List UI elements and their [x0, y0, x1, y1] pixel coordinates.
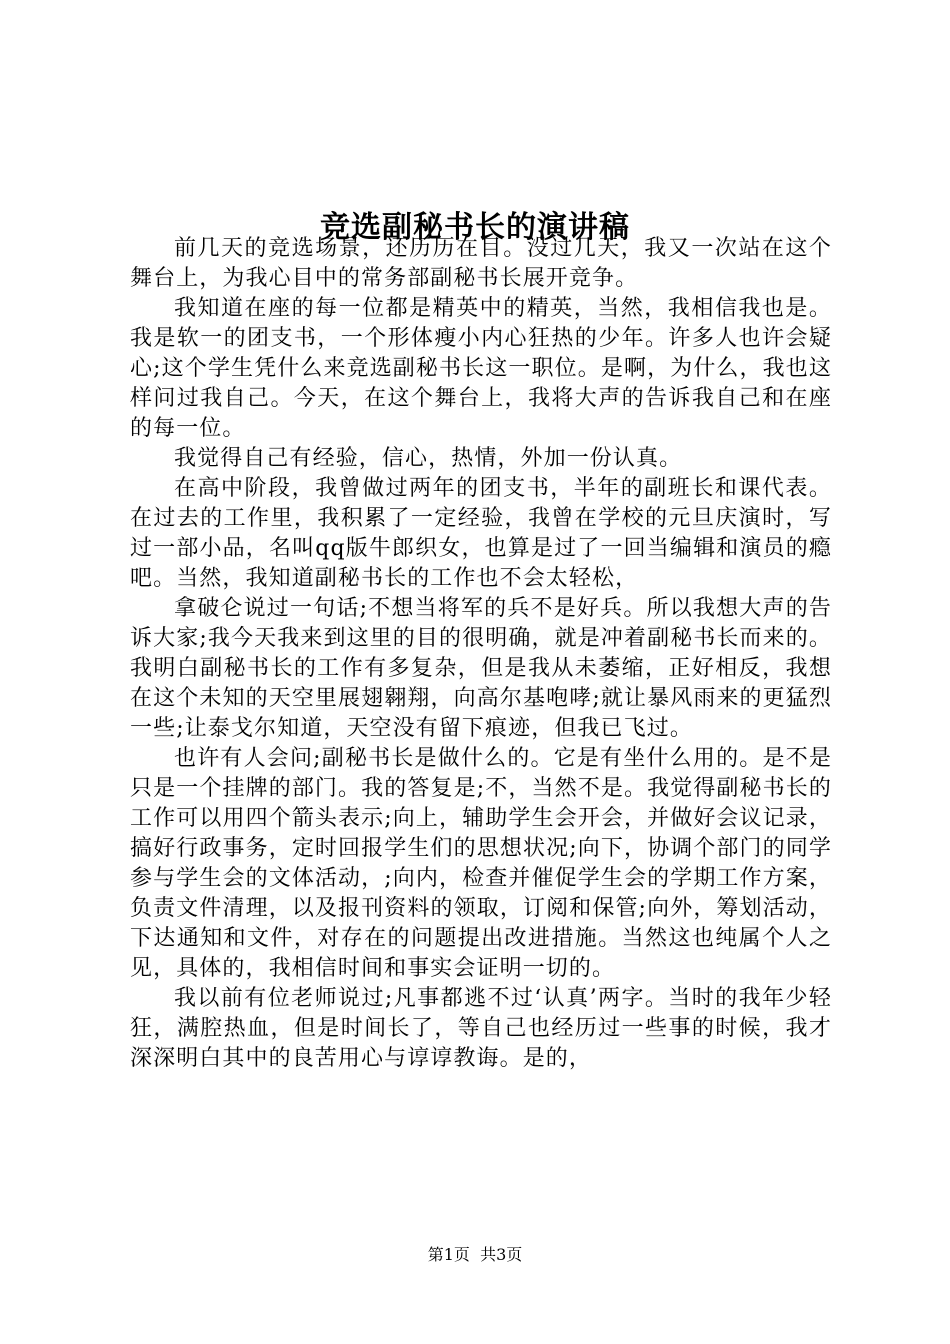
- paragraph: 我知道在座的每一位都是精英中的精英，当然，我相信我也是。我是软一的团支书，一个形体瘦小内心狂热的少年。许多人也许会疑心;这个学生凭什么来竞选副秘书长这一职位。是啊，为什么，我也这样问过我自己。今天，在这个舞台上，我将大声的告诉我自己和在座的每一位。: [130, 296, 832, 441]
- paragraph: 前几天的竞选场景，还历历在目。没过几天，我又一次站在这个舞台上，为我心目中的常务部副秘书长展开竞争。: [130, 236, 832, 291]
- page-number-label: 第1页 共3页: [427, 1245, 523, 1264]
- paragraph: 在高中阶段，我曾做过两年的团支书，半年的副班长和课代表。在过去的工作里，我积累了一定经验，我曾在学校的元旦庆演时，写过一部小品，名叫qq版牛郎织女，也算是过了一回当编辑和演员的瘾吧。当然，我知道副秘书长的工作也不会太轻松，: [130, 476, 832, 591]
- document-title: 竞选副秘书长的演讲稿: [320, 210, 630, 246]
- paragraph: 也许有人会问;副秘书长是做什么的。它是有坐什么用的。是不是只是一个挂牌的部门。我的答复是;不，当然不是。我觉得副秘书长的工作可以用四个箭头表示;向上，辅助学生会开会，并做好会议记录，搞好行政事务，定时回报学生们的思想状况;向下，协调个部门的同学参与学生会的文体活动，;向内，检查并催促学生会的学期工作方案，负责文件清理，以及报刊资料的领取，订阅和保管;向外，筹划活动，下达通知和文件，对存在的问题提出改进措施。当然这也纯属个人之见，具体的，我相信时间和事实会证明一切的。: [130, 746, 832, 981]
- paragraph: 我以前有位老师说过;凡事都逃不过‘认真’两字。当时的我年少轻狂，满腔热血，但是时间长了，等自己也经历过一些事的时候，我才深深明白其中的良苦用心与谆谆教诲。是的，: [130, 986, 832, 1071]
- paragraph: 我觉得自己有经验，信心，热情，外加一份认真。: [174, 446, 683, 471]
- paragraph: 拿破仑说过一句话;不想当将军的兵不是好兵。所以我想大声的告诉大家;我今天我来到这里的目的很明确，就是冲着副秘书长而来的。我明白副秘书长的工作有多复杂，但是我从未萎缩，正好相反，我想在这个未知的天空里展翅翱翔，向高尔基咆哮;就让暴风雨来的更猛烈一些;让泰戈尔知道，天空没有留下痕迹，但我已飞过。: [130, 596, 832, 741]
- document-body: [130, 234, 832, 1074]
- page-footer: [0, 1245, 950, 1265]
